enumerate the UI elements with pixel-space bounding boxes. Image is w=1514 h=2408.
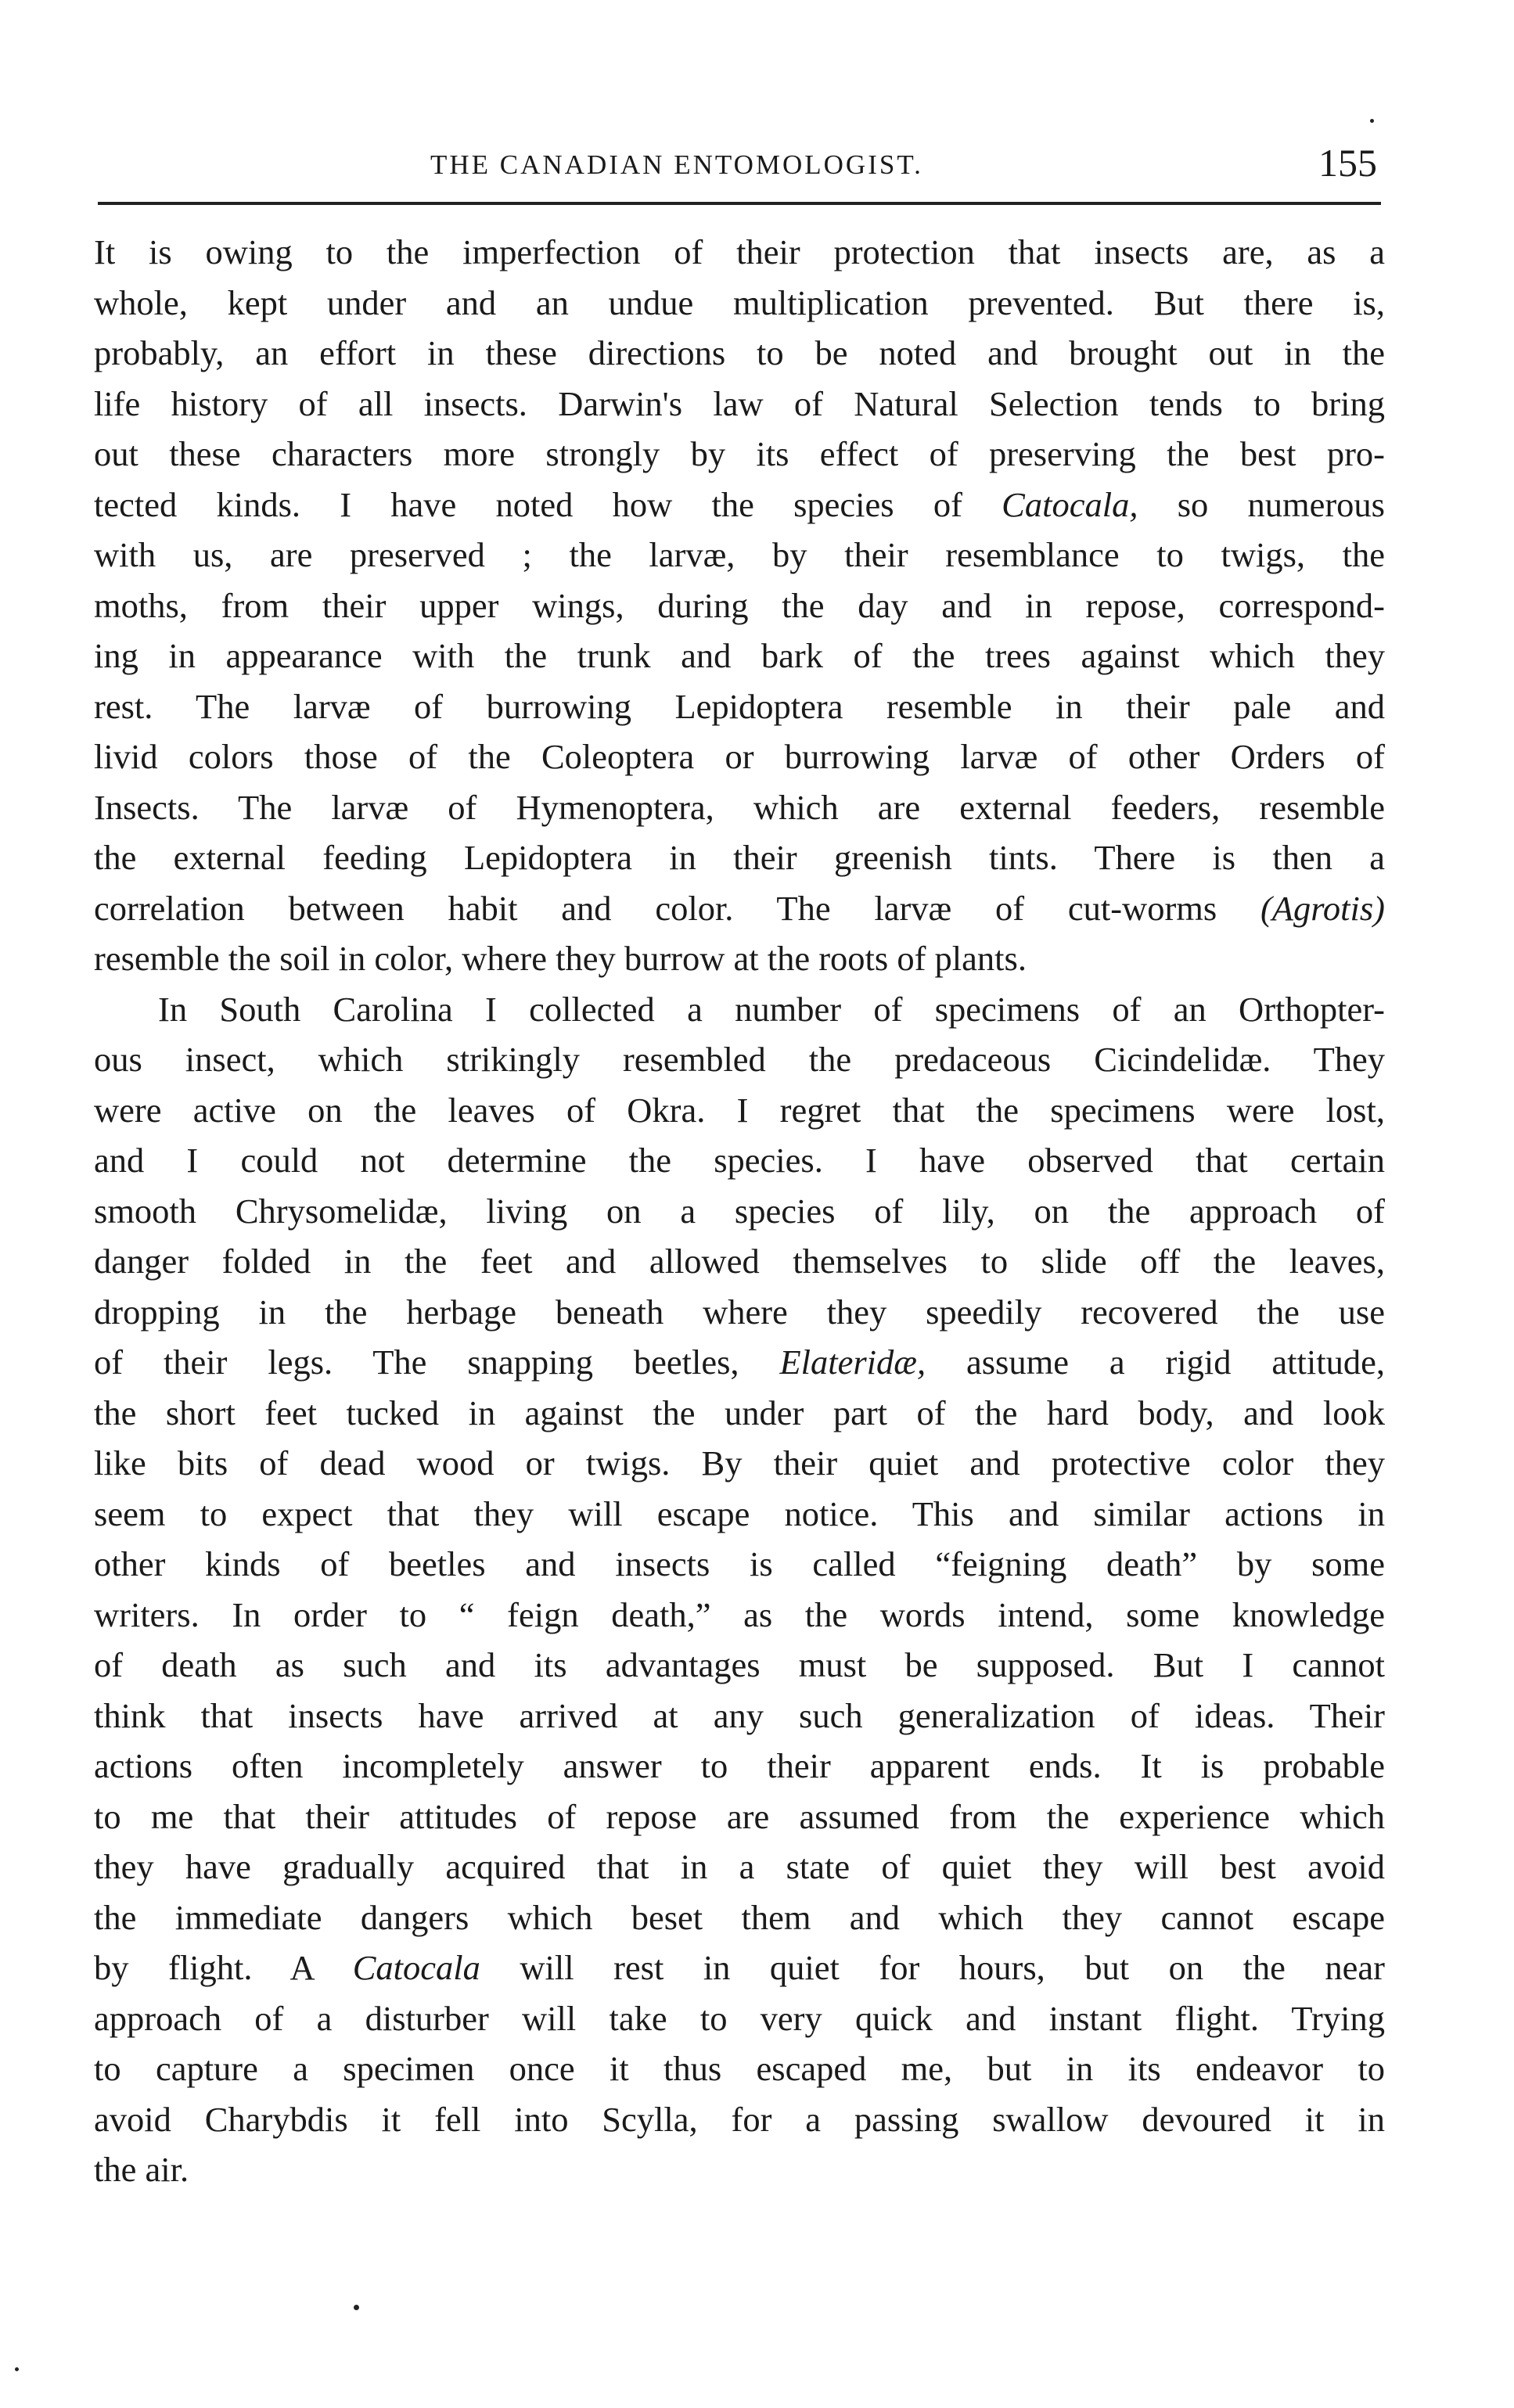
text-line — [94, 933, 1385, 984]
speck-bottom-center — [354, 2305, 359, 2310]
text-run: assume a rigid attitude, — [926, 1342, 1385, 1382]
text-line — [94, 429, 1385, 480]
text-line — [94, 1842, 1385, 1892]
italic-term: Catocala — [352, 1948, 480, 1987]
text-line — [94, 1236, 1385, 1287]
text-run: rest. The larvæ of burrowing Lepidoptera resemble in their pale and — [94, 686, 1385, 726]
text-line — [94, 1539, 1385, 1590]
text-run: by flight. A — [94, 1948, 353, 1987]
text-line — [94, 1741, 1385, 1792]
text-line — [94, 1337, 1385, 1388]
text-line — [94, 1186, 1385, 1237]
text-line — [94, 731, 1385, 782]
text-run: avoid Charybdis it fell into Scylla, for a passing swallow devoured it in — [94, 2099, 1385, 2139]
text-line — [94, 227, 1385, 278]
text-line — [94, 883, 1385, 934]
text-line — [94, 379, 1385, 429]
page-number: 155 — [1318, 141, 1377, 185]
text-line — [94, 1287, 1385, 1338]
text-line — [94, 1388, 1385, 1439]
text-line — [94, 1135, 1385, 1186]
text-line — [94, 1993, 1385, 2044]
text-run: out these characters more strongly by its effect of preserving the best pro- — [94, 434, 1385, 473]
text-run: the air. — [94, 2150, 189, 2189]
text-run: tected kinds. I have noted how the species of — [94, 484, 1002, 524]
text-run: to me that their attitudes of repose are assumed from the experience which — [94, 1796, 1385, 1836]
text-line — [94, 1489, 1385, 1540]
text-line — [94, 1085, 1385, 1136]
text-run: In South Carolina I collected a number of specimens of an Orthopter- — [158, 989, 1385, 1029]
text-run: correlation between habit and color. The larvæ of cut-worms — [94, 888, 1260, 928]
text-line — [94, 580, 1385, 631]
text-run: ing in appearance with the trunk and bark of the trees against which they — [94, 636, 1385, 675]
text-line — [94, 1943, 1385, 1993]
text-run: other kinds of beetles and insects is called “feigning death” by some — [94, 1544, 1385, 1583]
text-line — [94, 2144, 1385, 2195]
text-run: will rest in quiet for hours, but on the near — [480, 1948, 1385, 1987]
speck-bottom-left — [15, 2367, 19, 2371]
text-run: actions often incompletely answer to their apparent ends. It is probable — [94, 1746, 1385, 1785]
text-run: the short feet tucked in against the under part of the hard body, and look — [94, 1393, 1385, 1432]
text-run: It is owing to the imperfection of their protection that insects are, as a — [94, 232, 1385, 271]
text-line — [94, 2043, 1385, 2094]
italic-term: (Agrotis) — [1260, 888, 1385, 928]
text-run: they have gradually acquired that in a state of quiet they will best avoid — [94, 1847, 1385, 1886]
text-line — [94, 2094, 1385, 2145]
text-line — [94, 278, 1385, 329]
text-run: life history of all insects. Darwin's law of Natural Selection tends to bring — [94, 383, 1385, 423]
text-run: ous insect, which strikingly resembled the predaceous Cicindelidæ. They — [94, 1040, 1385, 1079]
text-run: writers. In order to “ feign death,” as the words intend, some knowledge — [94, 1594, 1385, 1634]
text-run: seem to expect that they will escape notice. This and similar actions in — [94, 1493, 1385, 1533]
text-run: approach of a disturber will take to very quick and instant flight. Trying — [94, 1998, 1385, 2038]
text-line — [94, 1892, 1385, 1943]
text-run: resemble the soil in color, where they burrow at the roots of plants. — [94, 939, 1027, 978]
header-rule — [98, 202, 1381, 205]
text-line — [94, 530, 1385, 580]
text-line — [94, 631, 1385, 681]
text-run: danger folded in the feet and allowed themselves to slide off the leaves, — [94, 1242, 1385, 1281]
text-run: probably, an effort in these directions to be noted and brought out in the — [94, 333, 1385, 372]
text-line — [94, 832, 1385, 883]
text-run: livid colors those of the Coleoptera or burrowing larvæ of other Orders of — [94, 737, 1385, 776]
text-line — [94, 328, 1385, 379]
text-line — [94, 1034, 1385, 1085]
running-head — [94, 141, 1377, 196]
text-run: with us, are preserved ; the larvæ, by their resemblance to twigs, the — [94, 535, 1385, 574]
text-run: Insects. The larvæ of Hymenoptera, which are external feeders, resemble — [94, 787, 1385, 827]
text-run: whole, kept under and an undue multiplication prevented. But there is, — [94, 282, 1385, 322]
text-run: like bits of dead wood or twigs. By their quiet and protective color they — [94, 1443, 1385, 1483]
text-run: the external feeding Lepidoptera in their greenish tints. There is then a — [94, 838, 1385, 877]
text-run: so numerous — [1138, 484, 1385, 524]
text-run: to capture a specimen once it thus escaped me, but in its endeavor to — [94, 2049, 1385, 2088]
text-run: moths, from their upper wings, during the day and in repose, correspond- — [94, 585, 1385, 625]
text-line — [94, 480, 1385, 530]
text-line — [94, 782, 1385, 833]
text-run: smooth Chrysomelidæ, living on a species of lily, on the approach of — [94, 1191, 1385, 1231]
text-line — [94, 1691, 1385, 1741]
speck-top-right — [1370, 119, 1374, 123]
body-text — [94, 227, 1385, 2195]
text-line — [94, 1590, 1385, 1641]
text-line — [94, 1438, 1385, 1489]
text-line — [94, 984, 1385, 1035]
journal-title: THE CANADIAN ENTOMOLOGIST. — [430, 149, 923, 180]
text-run: of death as such and its advantages must be supposed. But I cannot — [94, 1645, 1385, 1684]
text-run: dropping in the herbage beneath where they speedily recovered the use — [94, 1292, 1385, 1332]
text-run: the immediate dangers which beset them and which they cannot escape — [94, 1897, 1385, 1937]
text-line — [94, 1792, 1385, 1842]
text-line — [94, 1640, 1385, 1691]
text-line — [94, 681, 1385, 732]
text-run: of their legs. The snapping beetles, — [94, 1342, 780, 1382]
text-run: were active on the leaves of Okra. I regret that the specimens were lost, — [94, 1090, 1385, 1130]
text-run: think that insects have arrived at any such generalization of ideas. Their — [94, 1695, 1385, 1735]
italic-term: Elateridæ, — [779, 1342, 926, 1382]
italic-term: Catocala, — [1002, 484, 1138, 524]
text-run: and I could not determine the species. I have observed that certain — [94, 1141, 1385, 1180]
